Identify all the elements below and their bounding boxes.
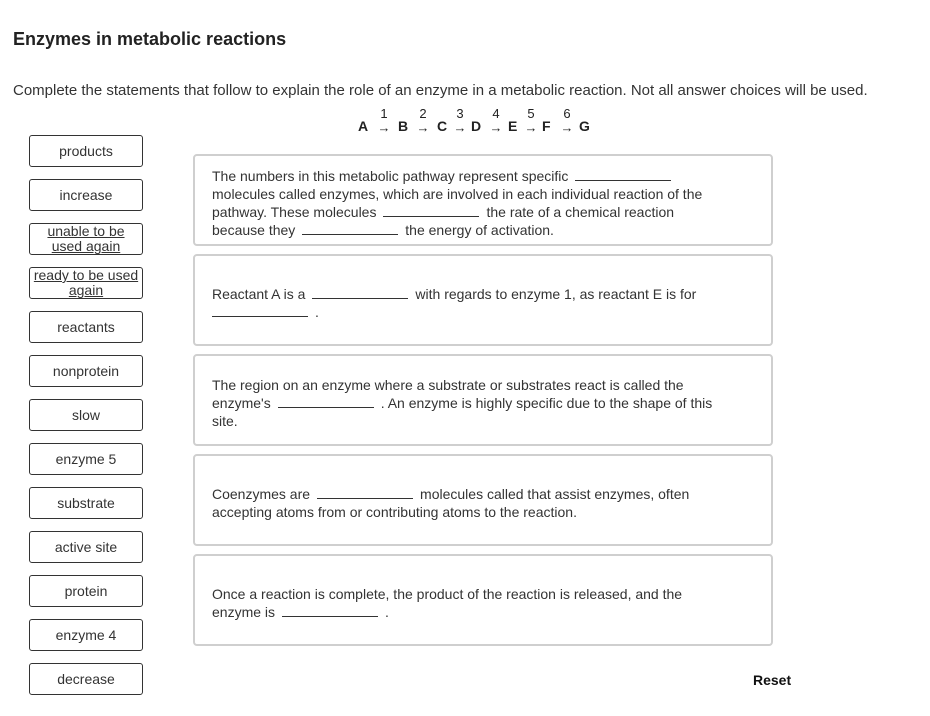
drop-blank[interactable] <box>317 486 413 499</box>
drop-blank[interactable] <box>383 204 479 217</box>
pathway-step-2: 2 → <box>413 108 433 135</box>
pathway-step-3: 3 → <box>450 108 470 135</box>
answer-chip-increase[interactable]: increase <box>29 179 143 211</box>
pathway-node-f: F <box>542 118 551 134</box>
statement-card-2 <box>193 254 773 346</box>
answer-chip-enzyme-4[interactable]: enzyme 4 <box>29 619 143 651</box>
page-title: Enzymes in metabolic reactions <box>13 29 287 49</box>
drop-blank[interactable] <box>312 286 408 299</box>
pathway-step-1: 1 → <box>374 108 394 135</box>
drop-blank[interactable] <box>282 604 378 617</box>
pathway-node-a: A <box>358 118 369 134</box>
drop-blank[interactable] <box>212 304 308 317</box>
statement-text: Reactant A is a with regards to enzyme 1, as reactant E is for . <box>212 286 697 320</box>
answer-chip-reactants[interactable]: reactants <box>29 311 143 343</box>
statement-text: The numbers in this metabolic pathway represent specificmolecules called enzymes, which are involved in each individual reaction of the pathway. These molecules the rate of a chemical reaction because they the energy of activation. <box>212 168 703 238</box>
answer-chip-unable-to-be-used-again[interactable]: unable to be used again <box>29 223 143 255</box>
statement-card-1 <box>193 154 773 246</box>
pathway-node-e: E <box>508 118 518 134</box>
reset-button[interactable]: Reset <box>753 672 792 688</box>
drop-blank[interactable] <box>575 168 671 181</box>
arrow-icon: → <box>377 120 391 135</box>
statement-card-4 <box>193 454 773 546</box>
answer-chip-protein[interactable]: protein <box>29 575 143 607</box>
answer-chip-products[interactable]: products <box>29 135 143 167</box>
arrow-icon: → <box>524 120 538 135</box>
statement-text: Coenzymes are molecules called that assist enzymes, often accepting atoms from or contributing atoms to the reaction. <box>212 486 690 520</box>
pathway-node-b: B <box>398 118 409 134</box>
answer-chip-enzyme-5[interactable]: enzyme 5 <box>29 443 143 475</box>
pathway-step-4: 4 → <box>486 108 506 135</box>
instructions-text: Complete the statements that follow to explain the role of an enzyme in a metabolic reaction. Not all answer choices will be used. <box>13 82 868 99</box>
drop-blank[interactable] <box>302 222 398 235</box>
metabolic-pathway <box>358 108 598 136</box>
pathway-node-d: D <box>471 118 482 134</box>
statement-text: The region on an enzyme where a substrate or substrates react is called the enzyme's . An enzyme is highly specific due to the shape of this site. <box>212 377 713 429</box>
drop-blank[interactable] <box>278 395 374 408</box>
answer-chip-slow[interactable]: slow <box>29 399 143 431</box>
answer-chip-active-site[interactable]: active site <box>29 531 143 563</box>
statement-text: Once a reaction is complete, the product of the reaction is released, and the enzyme is . <box>212 586 683 620</box>
statement-card-3 <box>193 354 773 446</box>
arrow-icon: → <box>416 120 430 135</box>
pathway-node-g: G <box>579 118 590 134</box>
answer-chip-ready-to-be-used-again[interactable]: ready to be used again <box>29 267 143 299</box>
answer-chip-nonprotein[interactable]: nonprotein <box>29 355 143 387</box>
answer-chip-substrate[interactable]: substrate <box>29 487 143 519</box>
arrow-icon: → <box>453 120 467 135</box>
pathway-step-5: 5 → <box>521 108 541 135</box>
answer-chip-decrease[interactable]: decrease <box>29 663 143 695</box>
arrow-icon: → <box>489 120 503 135</box>
pathway-step-6: 6 → <box>557 108 577 135</box>
arrow-icon: → <box>560 120 574 135</box>
pathway-node-c: C <box>437 118 448 134</box>
statement-card-5 <box>193 554 773 646</box>
